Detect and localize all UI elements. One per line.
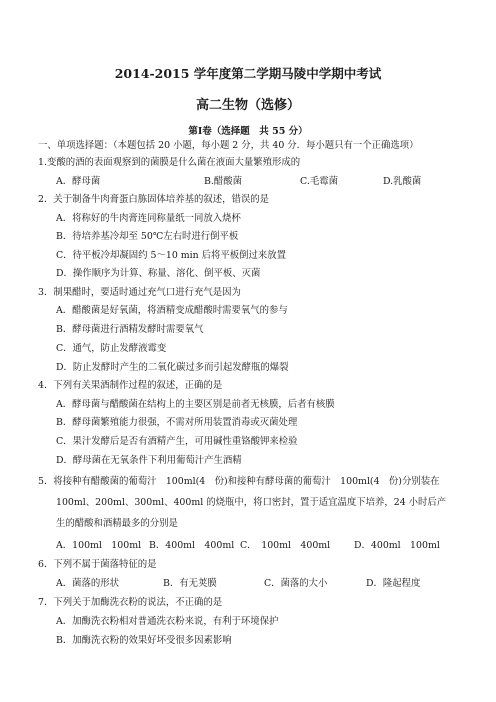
question-6-stem: 6．下列不属于菌落特征的是 xyxy=(38,559,157,570)
question-5-stem-line-2: 100ml、200ml、300ml、400ml 的烧瓶中，将口密封，置于适宜温度下培养，24 小时后产 xyxy=(56,497,447,508)
question-6-option-c: C．菌落的大小 xyxy=(264,578,328,589)
question-4-stem: 4．下列有关果酒制作过程的叙述，正确的是 xyxy=(38,380,223,391)
question-5-stem-line-1: 5．将接种有醋酸菌的葡萄汁 100ml(4 份)和接种有酵母菌的葡萄汁 100ml(4 份)分别装在 xyxy=(38,476,440,487)
question-5-option-d: D．400ml 100ml xyxy=(354,540,440,551)
section-heading: 第Ⅰ卷（选择题 共 55 分） xyxy=(188,126,308,137)
question-2-option-a: A．将称好的牛肉膏连同称量纸一同放入烧杯 xyxy=(56,213,241,224)
question-2-option-c: C．待平板冷却凝固约 5～10 min 后将平板倒过来放置 xyxy=(56,250,287,261)
instructions: 一、单项选择题：（本题包括 20 小题，每小题 2 分，共 40 分．每小题只有一个正确选项） xyxy=(38,140,419,151)
question-5-option-c: C． 100ml 400ml xyxy=(240,540,331,551)
question-2-option-b: B．待培养基冷却至 50℃左右时进行倒平板 xyxy=(56,231,239,242)
question-2-stem: 2．关于制备牛肉膏蛋白胨固体培养基的叙述，错误的是 xyxy=(38,194,269,205)
question-6-option-d: D．隆起程度 xyxy=(366,578,421,589)
question-6-option-a: A．菌落的形状 xyxy=(56,578,120,589)
question-2-option-d: D．操作顺序为计算、称量、溶化、倒平板、灭菌 xyxy=(56,268,261,279)
question-1-option-d: D.乳酸菌 xyxy=(383,176,422,187)
question-6-options xyxy=(0,578,496,590)
question-1-option-b: B.醋酸菌 xyxy=(204,176,242,187)
question-5-option-a: A．100ml 100ml xyxy=(56,540,142,551)
exam-subtitle: 高二生物（选修） xyxy=(195,98,300,113)
question-3-option-c: C．通气，防止发酵液霉变 xyxy=(56,343,167,354)
question-5-option-b: B．400ml 400ml xyxy=(149,540,235,551)
question-3-option-b: B．酵母菌进行酒精发酵时需要氧气 xyxy=(56,324,204,335)
question-5-stem-line-3: 生的醋酸和酒精最多的分别是 xyxy=(56,518,178,529)
question-1-options xyxy=(0,176,496,188)
question-4-option-a: A．酵母菌与醋酸菌在结构上的主要区别是前者无核膜，后者有核膜 xyxy=(56,399,335,410)
question-3-option-a: A．醋酸菌是好氧菌，将酒精变成醋酸时需要氧气的参与 xyxy=(56,305,288,316)
question-6-option-b: B．有无荚膜 xyxy=(163,578,217,589)
question-7-option-a: A．加酶洗衣粉相对普通洗衣粉来说，有利于环境保护 xyxy=(56,616,279,627)
question-1-option-c: C.毛霉菌 xyxy=(300,176,338,187)
question-4-option-d: D．酵母菌在无氧条件下利用葡萄汁产生酒精 xyxy=(56,455,242,466)
question-3-stem: 3．制果醋时，要适时通过充气口进行充气是因为 xyxy=(38,287,241,298)
question-4-option-c: C．果汁发酵后是否有酒精产生，可用碱性重铬酸钾来检验 xyxy=(56,436,298,447)
question-3-option-d: D．防止发酵时产生的二氧化碳过多而引起发酵瓶的爆裂 xyxy=(56,362,289,373)
question-1-option-a: A．酵母菌 xyxy=(56,176,101,187)
question-1-stem: 1.变酸的酒的表面观察到的菌膜是什么菌在液面大量繁殖形成的 xyxy=(38,157,301,168)
question-4-option-b: B．酵母菌繁殖能力很强，不需对所用装置消毒或灭菌处理 xyxy=(56,417,298,428)
exam-title: 2014-2015 学年度第二学期马陵中学期中考试 xyxy=(114,66,382,81)
question-7-stem: 7．下列关于加酶洗衣粉的说法，不正确的是 xyxy=(38,597,223,608)
question-5-options xyxy=(0,540,496,552)
question-7-option-b: B．加酶洗衣粉的效果好坏受很多因素影响 xyxy=(56,635,232,646)
